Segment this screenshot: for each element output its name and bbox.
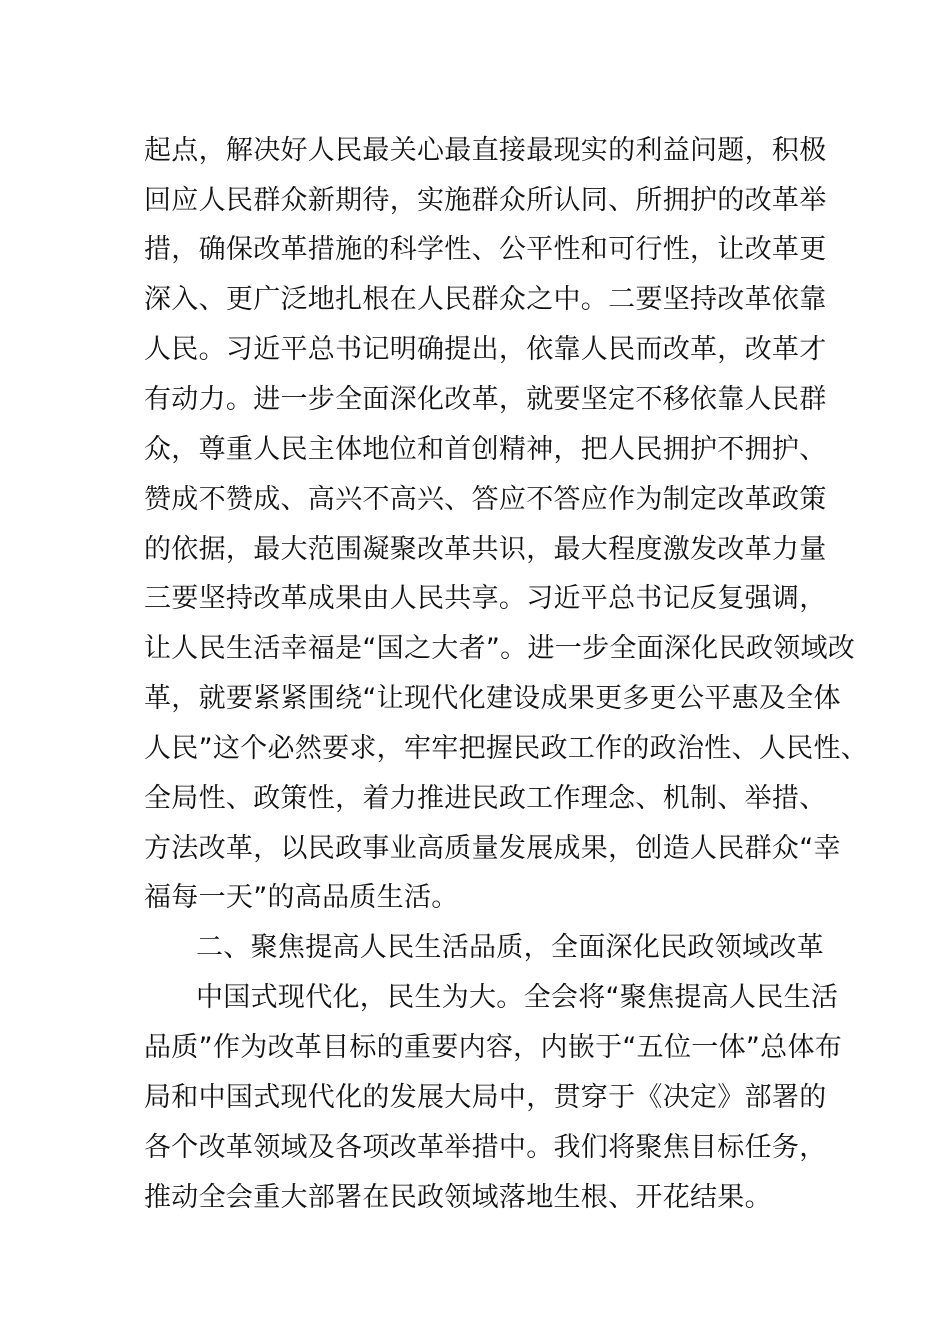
text-line: 局和中国式现代化的发展大局中，贯穿于《决定》部署的 bbox=[144, 1082, 827, 1113]
text-line: 三要坚持改革成果由人民共享。习近平总书记反复强调， bbox=[144, 583, 827, 614]
section-heading: 二、聚焦提高人民生活品质，全面深化民政领域改革 bbox=[196, 932, 824, 963]
text-line: 推动全会重大部署在民政领域落地生根、开花结果。 bbox=[144, 1182, 772, 1213]
text-line: 有动力。进一步全面深化改革，就要坚定不移依靠人民群 bbox=[144, 384, 827, 415]
text-line: 让人民生活幸福是“国之大者”。进一步全面深化民政领域改 bbox=[144, 633, 856, 664]
text-line: 赞成不赞成、高兴不高兴、答应不答应作为制定改革政策 bbox=[144, 484, 827, 515]
text-line: 人民”这个必然要求，牢牢把握民政工作的政治性、人民性、 bbox=[144, 733, 869, 764]
text-line: 全局性、政策性，着力推进民政工作理念、机制、举措、 bbox=[144, 783, 827, 814]
text-line: 众，尊重人民主体地位和首创精神，把人民拥护不拥护、 bbox=[144, 434, 827, 465]
text-line: 革，就要紧紧围绕“让现代化建设成果更多更公平惠及全体 bbox=[144, 683, 841, 714]
text-line: 起点，解决好人民最关心最直接最现实的利益问题，积极 bbox=[144, 135, 827, 166]
text-line: 方法改革，以民政事业高质量发展成果，创造人民群众“幸 bbox=[144, 833, 841, 864]
text-line: 措，确保改革措施的科学性、公平性和可行性，让改革更 bbox=[144, 234, 827, 265]
text-line: 福每一天”的高品质生活。 bbox=[144, 882, 459, 913]
text-line: 人民。习近平总书记明确提出，依靠人民而改革，改革才 bbox=[144, 334, 827, 365]
text-line: 品质”作为改革目标的重要内容，内嵌于“五位一体”总体布 bbox=[144, 1032, 843, 1063]
text-line: 的依据，最大范围凝聚改革共识，最大程度激发改革力量 bbox=[144, 534, 827, 565]
text-line: 中国式现代化，民生为大。全会将“聚焦提高人民生活 bbox=[196, 982, 839, 1013]
text-line: 各个改革领域及各项改革举措中。我们将聚焦目标任务， bbox=[144, 1132, 827, 1163]
text-line: 回应人民群众新期待，实施群众所认同、所拥护的改革举 bbox=[144, 185, 827, 216]
text-line: 深入、更广泛地扎根在人民群众之中。二要坚持改革依靠 bbox=[144, 284, 827, 315]
